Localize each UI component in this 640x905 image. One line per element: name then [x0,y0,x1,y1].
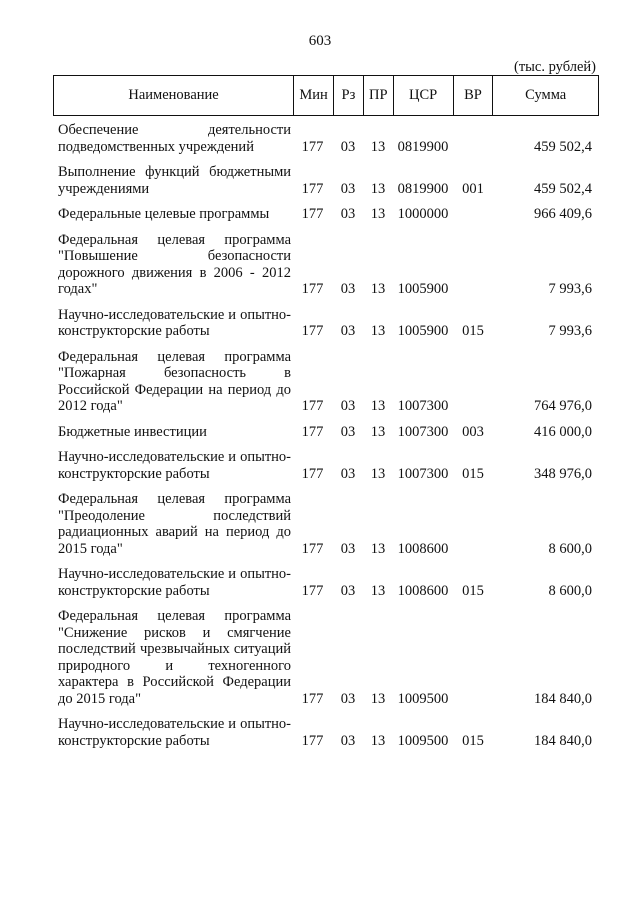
row-vr: 015 [462,323,484,339]
row-min: 177 [301,540,324,557]
row-sum: 7 993,6 [548,323,592,339]
table-row [58,232,599,298]
row-rz: 03 [340,323,356,339]
table-body [58,122,599,758]
row-vr: 015 [462,465,484,482]
header-sum: Сумма [492,76,598,115]
row-vr: 015 [462,582,484,599]
row-sum: 184 840,0 [534,732,592,749]
row-pr: 13 [370,138,386,155]
row-rz: 03 [340,423,356,440]
page-number: 603 [308,33,332,49]
table-row [58,424,599,441]
row-csr: 1005900 [397,323,449,339]
row-csr: 0819900 [397,180,449,197]
row-sum: 8 600,0 [548,540,592,557]
row-csr: 1007300 [397,423,449,440]
row-pr: 13 [370,690,386,707]
row-rz: 03 [340,138,356,155]
row-pr: 13 [370,180,386,197]
row-name: Научно-исследовательские и опытно-конструкторские работы [58,449,291,482]
table-row [58,716,599,749]
row-name: Обеспечение деятельности подведомственных учреждений [58,122,291,155]
row-pr: 13 [370,732,386,749]
row-min: 177 [301,690,324,707]
row-csr: 1005900 [397,281,449,297]
row-rz: 03 [340,582,356,599]
row-sum: 459 502,4 [534,180,592,197]
row-name: Научно-исследовательские и опытно-конструкторские работы [58,566,291,599]
row-csr: 1008600 [397,582,449,599]
row-sum: 348 976,0 [534,465,592,482]
row-csr: 1007300 [397,465,449,482]
row-rz: 03 [340,690,356,707]
row-sum: 459 502,4 [534,138,592,155]
row-sum: 7 993,6 [548,281,592,297]
row-min: 177 [301,423,324,440]
table-row [58,164,599,197]
row-rz: 03 [340,540,356,557]
row-min: 177 [301,281,324,297]
row-sum: 764 976,0 [534,398,592,414]
row-pr: 13 [370,582,386,599]
row-csr: 0819900 [397,138,449,155]
row-vr: 001 [462,180,484,197]
row-sum: 966 409,6 [534,206,592,222]
row-pr: 13 [370,323,386,339]
row-name: Федеральная целевая программа "Повышение безопасности дорожного движения в 2006 - 2012 годах" [58,231,291,297]
row-rz: 03 [340,206,356,222]
table-row [58,206,599,223]
row-name: Выполнение функций бюджетными учреждениями [58,164,291,197]
row-csr: 1007300 [397,398,449,414]
header-min: Мин [293,76,333,115]
row-name: Федеральная целевая программа "Снижение рисков и смягчение последствий чрезвычайных ситуаций природного и техногенного характера в Российской Федерации до 2015 года" [58,608,291,707]
row-rz: 03 [340,281,356,297]
table-row [58,307,599,340]
row-name: Федеральная целевая программа "Пожарная безопасность в Российской Федерации на период до 2012 года" [58,348,291,414]
row-min: 177 [301,323,324,339]
row-csr: 1000000 [397,206,449,222]
row-rz: 03 [340,180,356,197]
row-min: 177 [301,398,324,414]
table-row [58,122,599,155]
header-rz: Рз [333,76,363,115]
row-name: Федеральная целевая программа "Преодоление последствий радиационных аварий на период до 2015 года" [58,491,291,557]
table-row [58,449,599,482]
row-rz: 03 [340,465,356,482]
row-min: 177 [301,582,324,599]
header-csr: ЦСР [393,76,453,115]
table-row [58,566,599,599]
row-csr: 1008600 [397,540,449,557]
row-rz: 03 [340,732,356,749]
row-sum: 416 000,0 [534,423,592,440]
row-min: 177 [301,180,324,197]
row-pr: 13 [370,281,386,297]
units-label: (тыс. рублей) [514,59,596,75]
row-name: Научно-исследовательские и опытно-конструкторские работы [58,306,291,339]
table-row [58,608,599,707]
row-vr: 015 [462,732,484,749]
row-pr: 13 [370,423,386,440]
row-min: 177 [301,206,324,222]
row-csr: 1009500 [397,690,449,707]
row-sum: 184 840,0 [534,690,592,707]
table-row [58,491,599,557]
table-row [58,349,599,415]
row-name: Научно-исследовательские и опытно-конструкторские работы [58,716,291,749]
header-pr: ПР [363,76,393,115]
row-min: 177 [301,465,324,482]
row-min: 177 [301,732,324,749]
row-name: Федеральные целевые программы [58,206,270,222]
row-min: 177 [301,138,324,155]
header-name: Наименование [128,87,219,103]
row-vr: 003 [462,423,484,440]
row-pr: 13 [370,398,386,414]
row-pr: 13 [370,206,386,222]
table-header [53,75,599,116]
row-sum: 8 600,0 [548,582,592,599]
row-csr: 1009500 [397,732,449,749]
row-name: Бюджетные инвестиции [58,423,207,440]
row-pr: 13 [370,465,386,482]
row-rz: 03 [340,398,356,414]
header-vr: ВР [453,76,493,115]
row-pr: 13 [370,540,386,557]
